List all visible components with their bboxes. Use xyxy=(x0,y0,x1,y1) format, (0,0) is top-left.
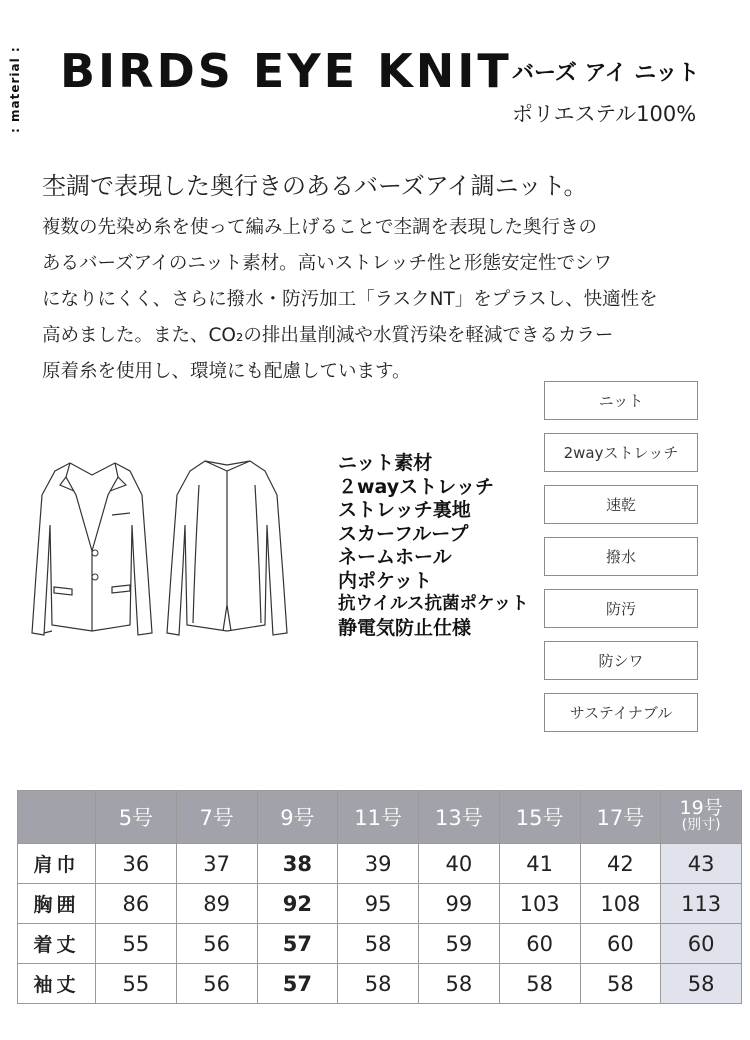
size-header: 17号 xyxy=(580,791,661,844)
table-cell: 60 xyxy=(661,924,742,964)
description xyxy=(42,210,702,390)
table-cell: 56 xyxy=(176,924,257,964)
table-cell: 37 xyxy=(176,844,257,884)
table-cell: 57 xyxy=(257,964,338,1004)
tag-stain-resistant: 防汚 xyxy=(544,589,698,628)
size-header: 5号 xyxy=(96,791,177,844)
table-cell: 55 xyxy=(96,924,177,964)
table-cell: 113 xyxy=(661,884,742,924)
feature-item: ２wayストレッチ xyxy=(338,475,494,498)
headline: 杢調で表現した奥行きのあるバーズアイ調ニット。 xyxy=(42,172,588,200)
table-cell: 89 xyxy=(176,884,257,924)
row-label: 肩巾 xyxy=(18,844,96,884)
table-cell: 99 xyxy=(419,884,500,924)
tag-wrinkle-resistant: 防シワ xyxy=(544,641,698,680)
table-cell: 40 xyxy=(419,844,500,884)
material-label: : material : xyxy=(8,46,22,134)
size-header: 15号 xyxy=(499,791,580,844)
tag-water-repellent: 撥水 xyxy=(544,537,698,576)
description-line: になりにくく、さらに撥水・防汚加工「ラスクNT」をプラスし、快適性を xyxy=(42,289,658,310)
table-cell: 58 xyxy=(661,964,742,1004)
table-cell: 43 xyxy=(661,844,742,884)
size-header-special-sub: (別寸) xyxy=(681,817,721,833)
table-cell: 95 xyxy=(338,884,419,924)
table-cell: 58 xyxy=(580,964,661,1004)
size-header: 9号 xyxy=(257,791,338,844)
feature-item: スカーフループ xyxy=(338,522,469,545)
table-cell: 39 xyxy=(338,844,419,884)
table-cell: 38 xyxy=(257,844,338,884)
table-cell: 60 xyxy=(499,924,580,964)
feature-item: ネームホール xyxy=(338,546,452,568)
table-row xyxy=(18,884,742,924)
feature-list xyxy=(338,452,529,640)
feature-item: 内ポケット xyxy=(338,569,433,592)
row-label: 着丈 xyxy=(18,924,96,964)
table-row xyxy=(18,844,742,884)
size-table xyxy=(17,790,742,1004)
feature-item: 静電気防止仕様 xyxy=(338,616,472,639)
table-cell: 59 xyxy=(419,924,500,964)
feature-item: ストレッチ裏地 xyxy=(338,499,471,521)
size-header: 11号 xyxy=(338,791,419,844)
description-line: 原着糸を使用し、環境にも配慮しています。 xyxy=(42,361,411,382)
table-cell: 60 xyxy=(580,924,661,964)
jacket-back-illustration xyxy=(165,455,290,645)
table-corner xyxy=(18,791,96,844)
size-header: 13号 xyxy=(419,791,500,844)
size-header-special-label: 19号 xyxy=(679,797,723,819)
table-cell: 41 xyxy=(499,844,580,884)
description-line: あるバーズアイのニット素材。高いストレッチ性と形態安定性でシワ xyxy=(42,253,612,274)
row-label: 袖丈 xyxy=(18,964,96,1004)
size-header-special xyxy=(661,791,742,844)
table-cell: 58 xyxy=(499,964,580,1004)
table-row xyxy=(18,964,742,1004)
jacket-front-illustration xyxy=(30,455,155,645)
table-cell: 57 xyxy=(257,924,338,964)
table-cell: 56 xyxy=(176,964,257,1004)
fabric-composition: ポリエステル100% xyxy=(512,102,697,126)
table-row xyxy=(18,924,742,964)
fabric-title-english: BIRDS EYE KNIT xyxy=(60,44,512,98)
size-header: 7号 xyxy=(176,791,257,844)
feature-item: ニット素材 xyxy=(338,452,433,474)
table-cell: 55 xyxy=(96,964,177,1004)
table-cell: 58 xyxy=(419,964,500,1004)
table-cell: 86 xyxy=(96,884,177,924)
description-line: 高めました。また、CO₂の排出量削減や水質汚染を軽減できるカラー xyxy=(42,325,614,346)
table-cell: 58 xyxy=(338,924,419,964)
size-header-row xyxy=(18,791,742,844)
description-line: 複数の先染め糸を使って編み上げることで杢調を表現した奥行きの xyxy=(42,217,598,238)
row-label: 胸囲 xyxy=(18,884,96,924)
table-cell: 58 xyxy=(338,964,419,1004)
table-cell: 108 xyxy=(580,884,661,924)
tag-knit: ニット xyxy=(544,381,698,420)
fabric-title-japanese: バーズ アイ ニット xyxy=(512,61,700,86)
table-cell: 36 xyxy=(96,844,177,884)
tag-quick-dry: 速乾 xyxy=(544,485,698,524)
table-cell: 92 xyxy=(257,884,338,924)
table-cell: 103 xyxy=(499,884,580,924)
table-cell: 42 xyxy=(580,844,661,884)
tag-2way-stretch: 2wayストレッチ xyxy=(544,433,698,472)
feature-item: 抗ウイルス抗菌ポケット xyxy=(338,594,529,614)
tag-sustainable: サステイナブル xyxy=(544,693,698,732)
